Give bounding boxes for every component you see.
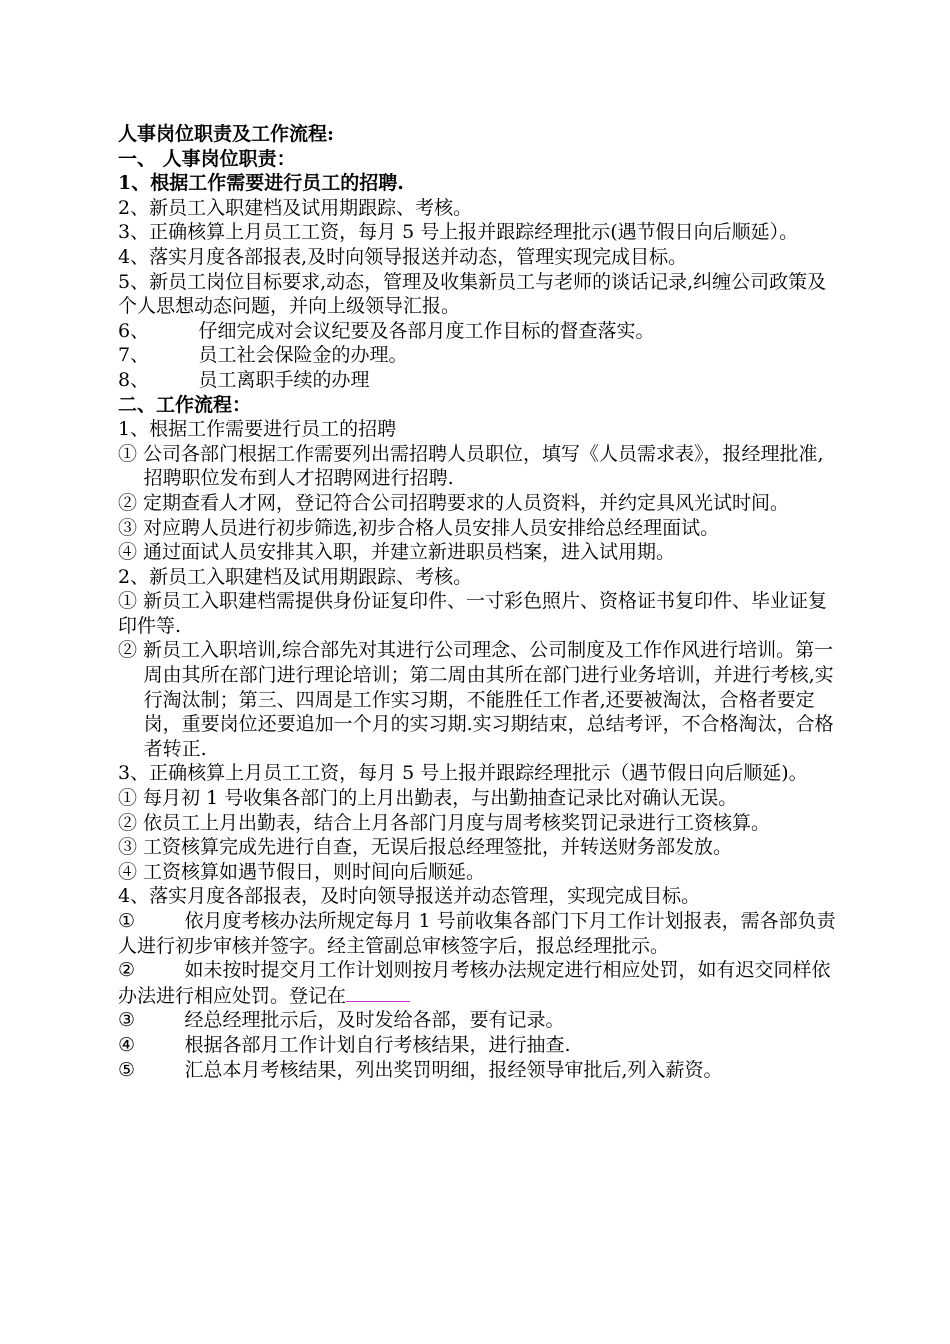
part4-step-3-text: 经总经理批示后，及时发给各部，要有记录。 (184, 1009, 565, 1032)
part3-heading: 3、正确核算上月员工工资，每月 5 号上报并跟踪经理批示（遇节假日向后顺延)。 (118, 762, 808, 785)
part2-step-1: ① 新员工入职建档需提供身份证复印件、一寸彩色照片、资格证书复印件、毕业证复印件等. (118, 590, 828, 637)
part1-step-4: ④ 通过面试人员安排其入职，并建立新进职员档案，进入试用期。 (118, 541, 676, 564)
document-title: 人事岗位职责及工作流程: (118, 123, 335, 145)
part4-step-2-num: ② (118, 959, 136, 982)
section1-item-7 (118, 343, 838, 368)
section1-item-3: 3、正确核算上月员工工资，每月 5 号上报并跟踪经理批示(遇节假日向后顺延）。 (118, 221, 799, 244)
part2-step-2: ② 新员工入职培训,综合部先对其进行公司理念、公司制度及工作作风进行培训。第一周由其所在部门进行理论培训；第二周由其所在部门进行业务培训，并进行考核,实行淘汰制；第三、四周是工作实习期，不能胜任工作者,还要被淘汰，合格者要定岗，重要岗位还要追加一个月的实习期.实习期结束，总结考评，不合格淘汰，合格者转正. (118, 639, 834, 760)
part1-heading: 1、根据工作需要进行员工的招聘 (118, 418, 397, 441)
part4-step-5 (118, 1058, 838, 1083)
section1-item-8-text: 员工离职手续的办理 (198, 368, 370, 391)
section1-item-8-num: 8、 (118, 368, 150, 391)
part4-heading: 4、落实月度各部报表，及时向领导报送并动态管理，实现完成目标。 (118, 885, 701, 908)
part4-step-1-text: 依月度考核办法所规定每月 1 号前收集各部门下月工作计划报表，需各部负责人进行初步审核并签字。经主管副总审核签字后，报总经理批示。 (118, 910, 836, 957)
part3-step-1: ① 每月初 1 号收集各部门的上月出勤表，与出勤抽查记录比对确认无误。 (118, 787, 738, 810)
part4-step-1-num: ① (118, 910, 136, 932)
document-body (118, 122, 838, 1082)
part3-step-2: ② 依员工上月出勤表，结合上月各部门月度与周考核奖罚记录进行工资核算。 (118, 811, 771, 834)
section1-item-1 (118, 171, 838, 196)
part2-heading: 2、新员工入职建档及试用期跟踪、考核。 (118, 565, 473, 588)
part1-step-1: ① 公司各部门根据工作需要列出需招聘人员职位，填写《人员需求表》，报经理批准,招聘职位发布到人才招聘网进行招聘. (118, 442, 824, 490)
part4-step-3-num: ③ (118, 1009, 136, 1032)
part3-step-3: ③ 工资核算完成先进行自查，无误后报总经理签批，并转送财务部发放。 (118, 836, 733, 859)
section1-item-4: 4、落实月度各部报表,及时向领导报送并动态，管理实现完成目标。 (118, 245, 688, 268)
part4-step-3 (118, 1008, 838, 1033)
section1-item-8 (118, 368, 838, 393)
section1-item-1-text: 1、根据工作需要进行员工的招聘. (118, 172, 404, 195)
section1-item-5: 5、新员工岗位目标要求,动态，管理及收集新员工与老师的谈话记录,纠缠公司政策及个人思想动态问题，并向上级领导汇报。 (118, 270, 827, 318)
fill-in-blank (346, 983, 410, 1002)
part4-step-4 (118, 1033, 838, 1058)
part4-step-2 (118, 958, 838, 1008)
section1-item-6-text: 仔细完成对会议纪要及各部月度工作目标的督查落实。 (198, 319, 655, 342)
section1-item-6 (118, 319, 838, 344)
section1-item-7-text: 员工社会保险金的办理。 (198, 344, 408, 367)
part4-step-4-num: ④ (118, 1033, 136, 1056)
section2-heading: 二、工作流程： (118, 393, 252, 416)
part4-step-1 (118, 909, 838, 958)
section1-item-2: 2、新员工入职建档及试用期跟踪、考核。 (118, 196, 473, 219)
part3-step-4: ④ 工资核算如遇节假日，则时间向后顺延。 (118, 860, 486, 883)
section1-item-7-num: 7、 (118, 344, 150, 367)
part4-step-5-num: ⑤ (118, 1058, 136, 1081)
section1-heading: 一、 人事岗位职责： (118, 147, 296, 170)
part4-step-4-text: 根据各部月工作计划自行考核结果，进行抽查. (184, 1033, 571, 1056)
part1-step-3: ③ 对应聘人员进行初步筛选,初步合格人员安排人员安排给总经理面试。 (118, 516, 720, 539)
part4-step-2-text: 如未按时提交月工作计划则按月考核办法规定进行相应处罚，如有迟交同样依办法进行相应处罚。登记在 (118, 959, 831, 1007)
part1-step-2: ② 定期查看人才网，登记符合公司招聘要求的人员资料，并约定具风光试时间。 (118, 491, 790, 514)
part4-step-5-text: 汇总本月考核结果，列出奖罚明细，报经领导审批后,列入薪资。 (184, 1058, 723, 1081)
section1-item-6-num: 6、 (118, 319, 150, 342)
